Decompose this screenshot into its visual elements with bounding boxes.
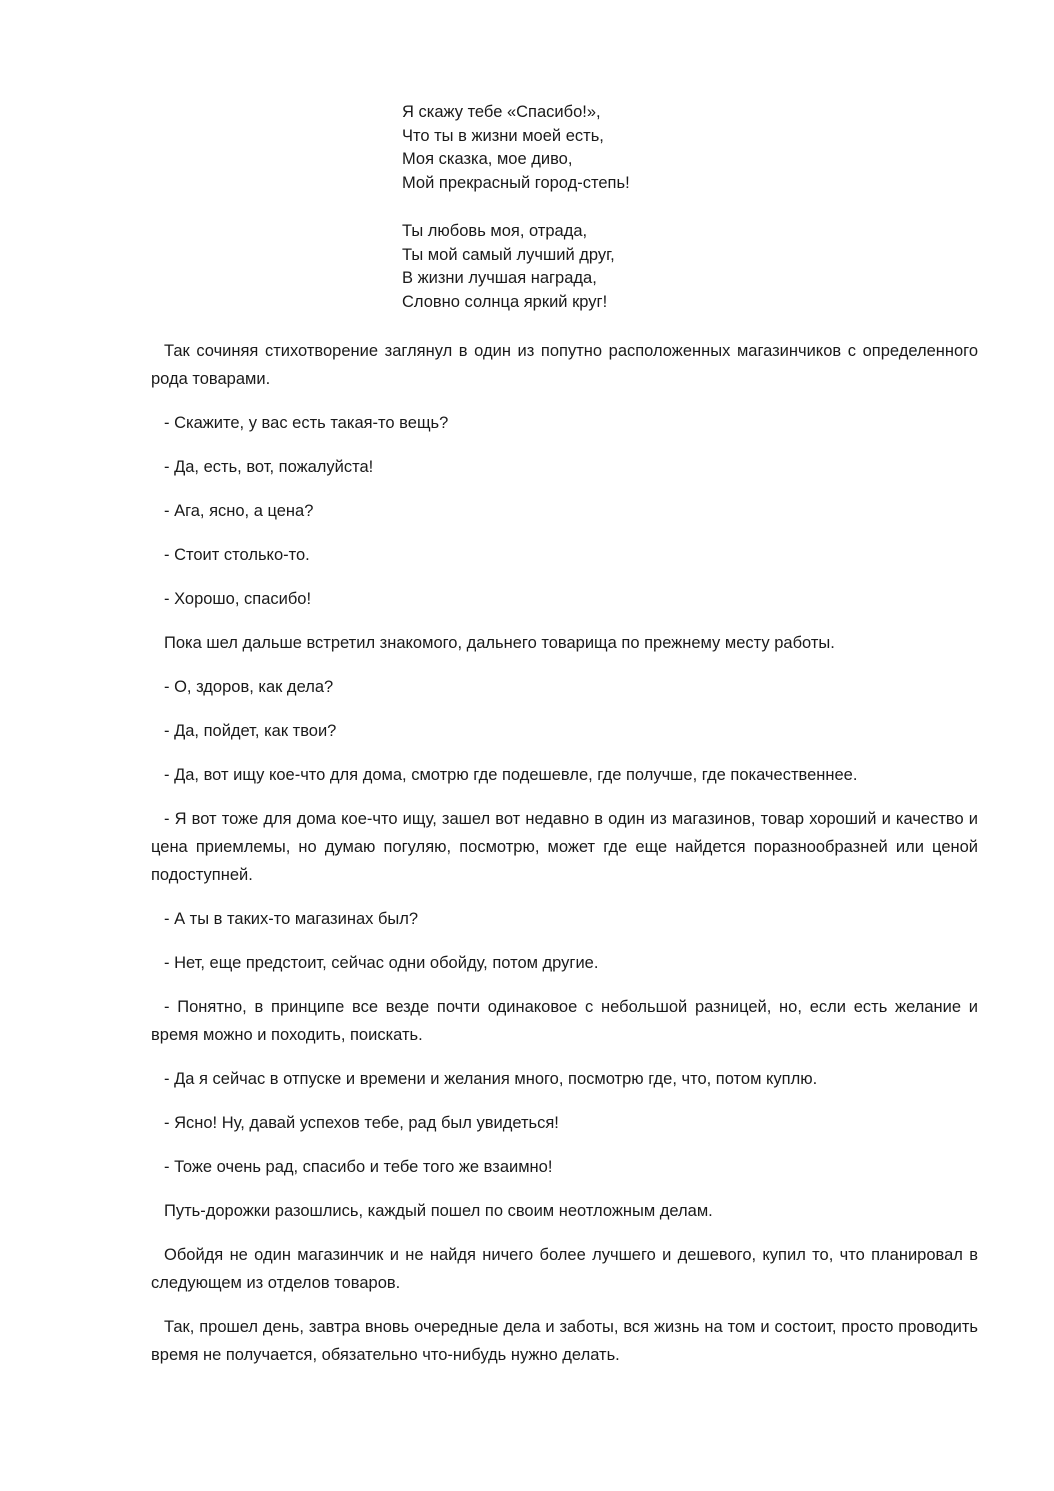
paragraph-dialogue: - Да, пойдет, как твои? <box>164 722 337 740</box>
poem-line: Я скажу тебе «Спасибо!», <box>402 103 601 121</box>
poem-line: Ты любовь моя, отрада, <box>402 222 588 240</box>
poem-line: Что ты в жизни моей есть, <box>402 126 604 145</box>
poem-line: Ты мой самый лучший друг, <box>402 245 615 264</box>
paragraph-dialogue: - Хорошо, спасибо! <box>164 590 312 608</box>
paragraph-dialogue: - Да я сейчас в отпуске и времени и желания много, посмотрю где, что, потом куплю. <box>164 1070 818 1088</box>
paragraph-narration: Пока шел дальше встретил знакомого, дальнего товарища по прежнему месту работы. <box>164 634 835 652</box>
paragraph-dialogue: - Понятно, в принципе все везде почти одинаковое с небольшой разницей, но, если есть желание и время можно и походить, поискать. <box>151 998 978 1044</box>
paragraph-dialogue: - Нет, еще предстоит, сейчас одни обойду, потом другие. <box>164 954 599 972</box>
paragraph-dialogue: - Тоже очень рад, спасибо и тебе того же взаимно! <box>164 1158 553 1176</box>
paragraph-narration: Путь-дорожки разошлись, каждый пошел по своим неотложным делам. <box>164 1202 713 1220</box>
poem-line: Словно солнца яркий круг! <box>402 292 608 311</box>
paragraph-dialogue: - Ага, ясно, а цена? <box>164 502 314 520</box>
poem-line: В жизни лучшая награда, <box>402 269 597 287</box>
paragraph-narration: Так, прошел день, завтра вновь очередные дела и заботы, вся жизнь на том и состоит, просто проводить время не получается, обязательно что-нибудь нужно делать. <box>151 1318 978 1364</box>
paragraph-narration: Так сочиняя стихотворение заглянул в один из попутно расположенных магазинчиков с определенного рода товарами. <box>151 342 978 388</box>
paragraph-dialogue: - А ты в таких-то магазинах был? <box>164 910 419 928</box>
poem-line: Мой прекрасный город-степь! <box>402 173 630 192</box>
paragraph-dialogue: - Да, вот ищу кое-что для дома, смотрю где подешевле, где получше, где покачественнее. <box>164 766 858 784</box>
paragraph-narration: Обойдя не один магазинчик и не найдя ничего более лучшего и дешевого, купил то, что планировал в следующем из отделов товаров. <box>151 1246 978 1292</box>
paragraph-dialogue: - Скажите, у вас есть такая-то вещь? <box>164 414 449 432</box>
paragraph-dialogue: - Ясно! Ну, давай успехов тебе, рад был увидеться! <box>164 1114 559 1132</box>
paragraph-dialogue: - Да, есть, вот, пожалуйста! <box>164 458 374 476</box>
prose-body <box>151 337 978 1385</box>
paragraph-dialogue: - О, здоров, как дела? <box>164 678 334 696</box>
paragraph-dialogue: - Стоит столько-то. <box>164 546 310 564</box>
poem-stanza-1 <box>402 101 822 195</box>
paragraph-dialogue: - Я вот тоже для дома кое-что ищу, зашел вот недавно в один из магазинов, товар хороший и качество и цена приемлемы, но думаю погуляю, посмотрю, может где еще найдется поразнообразней или ценой подоступней. <box>151 810 978 884</box>
poem-stanza-2 <box>402 220 822 314</box>
poem-line: Моя сказка, мое диво, <box>402 150 573 168</box>
